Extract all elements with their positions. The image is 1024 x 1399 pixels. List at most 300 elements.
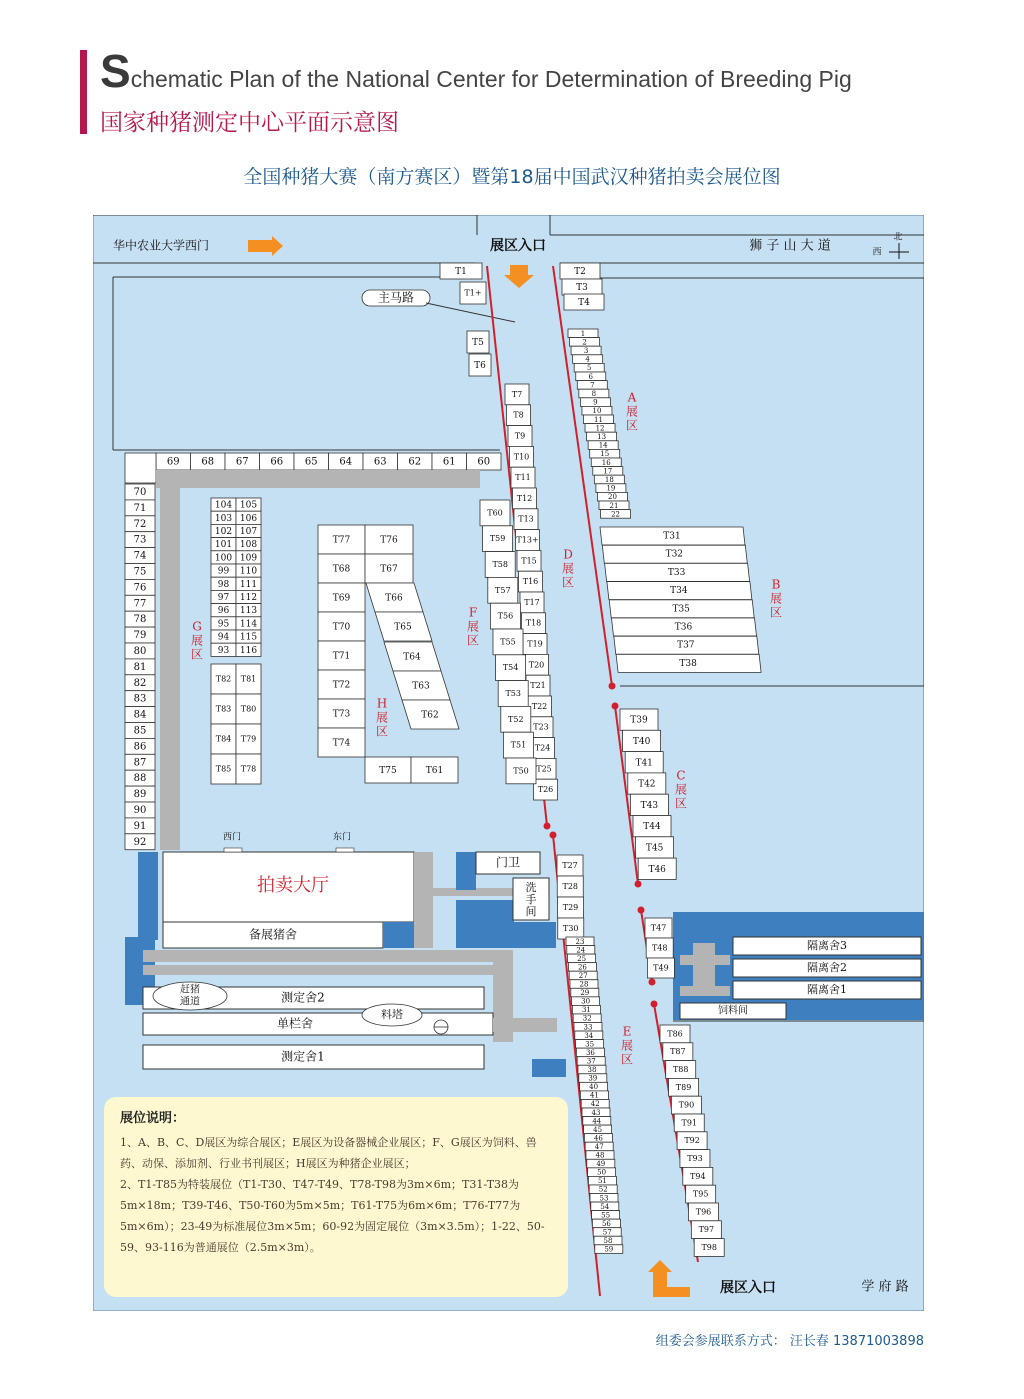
booth-zone-g-small-label: T85 — [215, 764, 232, 774]
booth-zone-e-num-label: 45 — [593, 1125, 603, 1134]
booth-zone-g-grid-label: 116 — [239, 645, 258, 656]
booth-zone-g-left-label: 76 — [133, 582, 147, 594]
booth-zone-d-label: T7 — [511, 389, 523, 399]
booth-zone-a-label: 10 — [592, 407, 602, 416]
booth-zone-g-grid-label: 112 — [239, 593, 258, 603]
booth-zone-g-grid-label: 113 — [239, 606, 258, 617]
booth-zone-e-num-label: 34 — [584, 1031, 594, 1040]
booth-zone-e-num-label: 48 — [595, 1151, 605, 1160]
booth-zone-g-top-label: 65 — [304, 456, 318, 468]
booth-zone-g-small-label: T81 — [240, 674, 257, 684]
title-english — [100, 45, 852, 97]
booth-zone-a-label: 18 — [604, 476, 614, 484]
title-english-initial: S — [100, 45, 131, 97]
header-accent-bar — [80, 50, 87, 134]
booth-legend — [104, 1097, 568, 1297]
booth-zone-h-bottom-label: T75 — [379, 766, 397, 776]
drive-passage-label: 通道 — [180, 996, 200, 1008]
booth-zone-d-label: T8 — [513, 410, 524, 420]
booth-zone-e-num-label: 24 — [576, 946, 586, 955]
zone-e-left-start — [550, 832, 557, 839]
booth-zone-e-right-top-label: T48 — [651, 943, 668, 953]
zone-h-label: H — [376, 696, 388, 711]
zone-g-label: 展 — [190, 633, 204, 648]
entrance-bottom-label: 展区入口 — [720, 1280, 776, 1296]
booth-zone-g-grid-label: 114 — [239, 619, 258, 630]
booth-zone-e-num-label: 43 — [591, 1108, 601, 1117]
drive-passage-label: 赶猪 — [180, 984, 200, 996]
gray-corridor — [143, 950, 513, 962]
booth-zone-c-label: T40 — [632, 736, 651, 747]
booth-zone-e-t-label: T30 — [562, 924, 579, 933]
gray-corridor — [143, 965, 513, 975]
booth-zone-g-grid-label: 102 — [214, 527, 233, 537]
booth-zone-g-grid-label: 99 — [217, 566, 230, 577]
g-walkway — [156, 470, 480, 488]
booth-zone-e-num-label: 57 — [602, 1228, 612, 1237]
booth-zone-g-grid-label: 94 — [217, 632, 230, 643]
booth-zone-f-label: T59 — [489, 534, 506, 544]
booth-zone-a-label: 20 — [607, 493, 617, 502]
gray-corridor — [693, 943, 715, 989]
booth-zone-g-left-label: 87 — [133, 757, 147, 769]
booth-zone-e-t-label: T29 — [562, 903, 579, 912]
booth-zone-e-num-label: 37 — [586, 1057, 596, 1066]
building-blue-block — [456, 922, 556, 948]
test-pen-2-label: 测定舍2 — [281, 990, 325, 1005]
booth-zone-e-num-label: 28 — [579, 980, 589, 989]
booth-zone-a-label: 6 — [588, 372, 593, 381]
zone-a-label: 区 — [625, 418, 639, 433]
booth-zone-e-right-top-label: T47 — [650, 923, 667, 933]
booth-zone-g-left-label: 90 — [133, 804, 147, 816]
booth-zone-f-label: T57 — [495, 585, 511, 595]
booth-zone-b-label: T35 — [672, 604, 690, 615]
booth-zone-e-right-label: T94 — [690, 1171, 706, 1181]
booth-zone-a-label: 5 — [586, 364, 592, 373]
booth-zone-f-label: T52 — [508, 714, 524, 724]
entrance-top-label: 展区入口 — [490, 238, 546, 254]
booth-zone-c-label: T39 — [630, 715, 648, 726]
zone-e-top-end — [649, 979, 656, 986]
booth-zone-g-small-label: T83 — [215, 704, 232, 714]
booth-zone-h-left-label: T73 — [332, 709, 351, 720]
booth-zone-e-right-label: T92 — [684, 1136, 700, 1146]
booth-zone-a-label: 22 — [611, 510, 621, 519]
booth-t2-label: T2 — [574, 267, 586, 277]
g-walkway-vertical — [160, 470, 180, 850]
booth-zone-g-left-label: 86 — [133, 741, 147, 753]
booth-t1-label: T1 — [455, 267, 467, 277]
feed-room-label: 饲料间 — [718, 1005, 748, 1017]
booth-zone-g-top-label: 62 — [408, 456, 422, 468]
legend-paragraph-2: 2、T1-T85为特装展位（T1-T30、T47-T49、T78-T98为3m×6m；T31-T38为5m×18m；T39-T46、T50-T60为5m×5m；T61-T75为6m×6m；T76-T77为5m×6m）；23-49为标准展位3m×5m；60-92为固定展位（3m×3.5m）；1-22、50-59、93-116为普通展位（2.5m×3m）。 — [120, 1178, 545, 1254]
main-road-label: 主马路 — [377, 290, 415, 305]
zone-f-label: 区 — [466, 633, 480, 648]
booth-zone-e-right-label: T98 — [701, 1243, 717, 1252]
booth-zone-g-small-label: T82 — [215, 674, 232, 684]
booth-zone-h-mid-label: T62 — [421, 710, 439, 721]
compass-north: 北 — [893, 232, 903, 243]
booth-zone-d-label: T22 — [531, 701, 548, 711]
booth-zone-e-num-label: 50 — [597, 1168, 607, 1177]
booth-zone-g-grid-label: 100 — [214, 553, 233, 564]
booth-zone-d-label: T25 — [536, 764, 552, 774]
booth-zone-e-num-label: 52 — [598, 1185, 608, 1194]
gray-corridor — [680, 955, 730, 965]
booth-zone-d-label: T15 — [521, 556, 537, 566]
booth-t1plus-label: T1+ — [464, 288, 482, 298]
booth-zone-a-label: 8 — [591, 390, 597, 398]
zone-d-label: D — [563, 547, 573, 562]
booth-zone-h-left-label: T74 — [332, 738, 351, 749]
compass-west: 西 — [872, 247, 882, 258]
booth-zone-c-label: T46 — [648, 864, 666, 875]
booth-zone-e-num-label: 33 — [583, 1023, 593, 1032]
booth-zone-h-mid-label: T64 — [403, 652, 421, 663]
booth-zone-a-label: 16 — [601, 458, 611, 467]
building-blue-strip — [138, 852, 158, 940]
zone-a-label: A — [627, 390, 637, 405]
booth-zone-g-left-label: 71 — [133, 502, 147, 514]
gray-corridor — [414, 852, 433, 948]
feed-tower-label: 料塔 — [381, 1008, 403, 1021]
booth-zone-g-top-label: 66 — [270, 456, 284, 468]
title-english-rest: chematic Plan of the National Center for Determination of Breeding Pig — [130, 66, 852, 92]
zone-e-label: 区 — [620, 1052, 634, 1067]
booth-zone-g-left-label: 79 — [133, 630, 147, 642]
booth-zone-g-grid-label: 107 — [239, 527, 258, 537]
booth-zone-e-num-label: 31 — [581, 1006, 591, 1015]
booth-zone-h-mid-label: T76 — [380, 535, 398, 546]
contact-footer: 组委会参展联系方式： 汪长春 13871003898 — [655, 1334, 924, 1349]
booth-zone-a-label: 21 — [609, 501, 619, 510]
isolation-2-label: 隔离舍2 — [807, 961, 847, 974]
title-chinese: 国家种猪测定中心平面示意图 — [100, 110, 399, 136]
booth-zone-g-grid-label: 105 — [239, 500, 258, 511]
booth-zone-e-num-label: 55 — [601, 1211, 611, 1220]
booth-zone-g-small-label: T79 — [240, 734, 257, 744]
booth-t3-label: T3 — [576, 283, 588, 293]
building-blue-block — [532, 1059, 566, 1077]
east-door-label: 东门 — [332, 832, 352, 843]
booth-zone-a-label: 4 — [585, 355, 590, 364]
booth-zone-f-label: T60 — [487, 508, 503, 518]
booth-zone-g-left-label: 77 — [133, 598, 147, 610]
booth-zone-g-left-label: 88 — [133, 773, 147, 785]
booth-zone-a-label: 19 — [606, 484, 616, 493]
booth-zone-e-num-label: 49 — [596, 1160, 606, 1169]
booth-t6-label: T6 — [474, 361, 486, 371]
booth-zone-e-right-label: T96 — [695, 1207, 712, 1217]
booth-zone-g-grid-label: 101 — [214, 540, 233, 551]
zone-c-label: 区 — [674, 796, 688, 811]
booth-zone-d-label: T9 — [514, 431, 526, 441]
booth-zone-e-num-label: 32 — [582, 1014, 592, 1023]
booth-zone-d-label: T21 — [530, 681, 546, 691]
booth-zone-d-label: T11 — [515, 473, 531, 483]
zone-h-label: 展 — [375, 710, 389, 725]
booth-zone-g-grid-label: 115 — [239, 632, 258, 643]
booth-zone-e-num-label: 58 — [603, 1237, 613, 1246]
booth-zone-g-top-label: 67 — [235, 456, 249, 468]
booth-zone-g-grid-label: 96 — [217, 606, 230, 617]
zone-g-label: 区 — [190, 647, 204, 662]
zone-d-label: 展 — [561, 561, 575, 576]
booth-zone-g-grid-label: 95 — [217, 619, 230, 630]
booth-zone-d-label: T18 — [525, 618, 542, 628]
booth-zone-a-label: 3 — [583, 347, 589, 355]
booth-zone-e-num-label: 51 — [597, 1177, 607, 1186]
gray-corridor — [680, 986, 730, 996]
booth-zone-a-label: 1 — [580, 329, 586, 338]
zone-e-start — [651, 1001, 658, 1008]
booth-zone-f-label: T50 — [513, 766, 529, 776]
booth-zone-d-label: T13 — [518, 514, 534, 524]
booth-zone-e-num-label: 38 — [587, 1066, 597, 1075]
booth-zone-d-label: T23 — [533, 722, 549, 732]
booth-zone-d-label: T16 — [522, 577, 539, 587]
booth-zone-e-right-label: T95 — [692, 1189, 709, 1199]
booth-zone-f-label: T54 — [502, 663, 519, 673]
booth-zone-g-grid-label: 108 — [239, 540, 258, 551]
zone-h-label: 区 — [375, 724, 389, 739]
zone-d-label: 区 — [561, 575, 575, 590]
booth-zone-d-label: T24 — [534, 743, 551, 753]
booth-zone-h-mid-label: T66 — [385, 593, 403, 604]
zone-e-label: E — [622, 1024, 632, 1039]
xuefu-road-label: 学 府 路 — [861, 1279, 909, 1295]
washroom-label: 手 — [525, 893, 537, 906]
booth-zone-d-label: T10 — [513, 452, 530, 462]
zone-c-end — [635, 881, 642, 888]
single-pen-label: 单栏舍 — [276, 1016, 314, 1031]
booth-zone-g-left-label: 82 — [133, 677, 147, 689]
auction-hall-label: 拍卖大厅 — [257, 875, 329, 896]
booth-zone-e-right-label: T86 — [667, 1029, 683, 1039]
booth-zone-b-label: T34 — [670, 586, 688, 597]
isolation-3-label: 隔离舍3 — [807, 939, 847, 952]
booth-zone-g-left-label: 75 — [133, 566, 147, 578]
booth-zone-c-label: T45 — [645, 843, 664, 854]
booth-zone-c-label: T41 — [635, 758, 653, 769]
booth-zone-g-left-label: 78 — [133, 614, 147, 626]
guard-label: 门卫 — [495, 855, 521, 870]
booth-zone-g-small-label: T78 — [240, 764, 257, 774]
booth-zone-g-top-label: 60 — [477, 456, 491, 468]
booth-zone-d-label: T17 — [524, 597, 540, 607]
booth-zone-d-label: T13+ — [516, 535, 539, 545]
booth-zone-g-grid-label: 98 — [217, 579, 230, 590]
booth-zone-f-label: T55 — [500, 637, 516, 647]
isolation-block-blue — [673, 912, 924, 940]
booth-zone-c-label: T43 — [640, 800, 659, 811]
booth-zone-e-num-label: 26 — [577, 963, 587, 972]
booth-zone-d-label: T20 — [528, 660, 545, 670]
booth-zone-e-num-label: 42 — [590, 1100, 600, 1109]
booth-zone-h-left-label: T77 — [332, 535, 351, 546]
booth-zone-g-left-label: 70 — [133, 486, 147, 498]
booth-zone-g-grid-label: 111 — [239, 579, 258, 590]
booth-zone-e-num-label: 47 — [594, 1142, 604, 1151]
booth-zone-g-small-label: T80 — [240, 704, 257, 714]
test-pen-1-label: 测定舍1 — [281, 1049, 325, 1064]
zone-c-label: 展 — [674, 782, 688, 797]
booth-zone-b-label: T33 — [667, 567, 686, 578]
booth-zone-g-left-label: 80 — [133, 645, 147, 657]
booth-zone-b-label: T38 — [679, 658, 697, 669]
zone-f-label: 展 — [466, 619, 480, 634]
booth-zone-e-num-label: 40 — [589, 1083, 599, 1092]
booth-zone-e-num-label: 44 — [592, 1117, 602, 1126]
booth-zone-d-label: T26 — [537, 785, 554, 795]
booth-zone-e-right-label: T87 — [670, 1047, 686, 1057]
booth-zone-c-label: T44 — [643, 822, 661, 833]
booth-zone-h-bottom-label: T61 — [425, 766, 444, 776]
booth-zone-e-num-label: 36 — [585, 1048, 595, 1057]
booth-zone-f-label: T58 — [492, 560, 508, 569]
booth-zone-f-label: T56 — [497, 611, 514, 621]
washroom-label: 洗 — [525, 881, 537, 894]
booth-zone-b-label: T36 — [674, 622, 693, 633]
booth-zone-a-label: 13 — [597, 433, 607, 441]
booth-zone-g-top-label: 69 — [166, 456, 180, 468]
booth-zone-e-num-label: 39 — [588, 1074, 598, 1083]
booth-zone-a-label: 9 — [593, 398, 598, 407]
booth-zone-b-label: T31 — [663, 531, 681, 542]
east-door-mark — [336, 848, 354, 852]
zone-f-label: F — [468, 605, 478, 620]
booth-zone-e-right-label: T93 — [687, 1154, 703, 1163]
booth-zone-h-left-label: T72 — [332, 680, 351, 691]
booth-zone-g-small-label: T84 — [215, 734, 232, 744]
zone-d-end — [544, 823, 551, 830]
booth-zone-e-num-label: 46 — [593, 1134, 603, 1143]
booth-zone-g-top-label: 63 — [373, 456, 387, 468]
booth-zone-g-left-label: 72 — [133, 518, 147, 530]
booth-zone-g-left-label: 84 — [133, 709, 147, 721]
building-blue-block — [456, 852, 476, 890]
booth-zone-e-t-label: T27 — [562, 861, 578, 870]
booth-zone-a-label: 15 — [600, 450, 610, 459]
booth-zone-g-left-label: 81 — [133, 661, 147, 673]
zone-c-label: C — [676, 768, 686, 783]
booth-zone-e-num-label: 29 — [580, 989, 590, 998]
booth-zone-h-mid-label: T65 — [394, 622, 412, 633]
booth-zone-g-left-label: 91 — [133, 820, 147, 832]
booth-zone-g-grid-label: 104 — [214, 500, 233, 511]
booth-zone-g-grid-label: 106 — [239, 513, 258, 524]
booth-zone-g-grid-label: 109 — [239, 553, 258, 564]
zone-g-label: G — [192, 619, 202, 634]
booth-zone-e-right-top-label: T49 — [653, 963, 669, 973]
zone-e-label: 展 — [620, 1038, 634, 1053]
booth-zone-g-left-label: 73 — [133, 534, 147, 546]
holding-pen-label: 备展猪舍 — [248, 927, 298, 942]
booth-t4-label: T4 — [578, 298, 590, 308]
booth-zone-e-num-label: 59 — [604, 1245, 614, 1254]
zone-a-label: 展 — [625, 404, 639, 419]
zone-b-label: B — [771, 577, 781, 592]
g-corner — [125, 453, 156, 483]
booth-zone-a-label: 11 — [594, 415, 603, 424]
booth-zone-d-label: T12 — [516, 493, 533, 503]
booth-zone-e-right-label: T91 — [681, 1118, 698, 1128]
legend-title: 展位说明： — [120, 1111, 186, 1126]
booth-zone-g-grid-label: 110 — [239, 566, 258, 577]
booth-zone-a-label: 17 — [603, 467, 613, 476]
building-blue-block — [456, 900, 514, 922]
booth-zone-g-grid-label: 97 — [217, 593, 230, 603]
booth-zone-b-label: T37 — [677, 640, 695, 651]
isolation-1-label: 隔离舍1 — [807, 983, 847, 996]
booth-zone-g-top-label: 61 — [442, 456, 456, 468]
booth-zone-g-left-label: 89 — [133, 789, 147, 801]
booth-zone-e-right-label: T89 — [675, 1082, 692, 1092]
booth-zone-e-t-label: T28 — [562, 882, 579, 891]
booth-zone-h-left-label: T70 — [332, 622, 351, 633]
booth-zone-e-num-label: 54 — [600, 1202, 610, 1211]
washroom-label: 间 — [525, 905, 537, 918]
booth-zone-g-left-label: 74 — [133, 550, 147, 562]
booth-zone-f-label: T53 — [505, 689, 521, 698]
booth-zone-e-num-label: 25 — [577, 954, 587, 963]
booth-t5-label: T5 — [472, 338, 484, 348]
booth-zone-g-left-label: 83 — [133, 693, 147, 705]
booth-zone-g-grid-label: 103 — [214, 513, 233, 524]
zone-b-label: 展 — [769, 591, 783, 606]
booth-zone-e-right-label: T90 — [678, 1100, 695, 1110]
shizishan-road-label: 狮 子 山 大 道 — [749, 238, 831, 254]
booth-zone-h-left-label: T71 — [332, 651, 351, 662]
booth-zone-e-right-label: T97 — [698, 1225, 715, 1235]
west-door-label: 西门 — [222, 832, 242, 843]
booth-zone-h-left-label: T69 — [332, 593, 351, 604]
booth-zone-g-grid-label: 93 — [217, 645, 230, 656]
booth-zone-f-label: T51 — [510, 740, 527, 750]
zone-b-label: 区 — [769, 605, 783, 620]
booth-zone-a-label: 2 — [582, 338, 587, 347]
booth-zone-g-left-label: 85 — [133, 725, 147, 737]
booth-zone-e-num-label: 23 — [575, 937, 585, 946]
holding-pen-blue — [383, 922, 414, 948]
booth-zone-a-label: 7 — [590, 381, 595, 390]
west-door-mark — [224, 848, 242, 852]
legend-paragraph-1: 1、A、B、C、D展区为综合展区；E展区为设备器械企业展区；F、G展区为饲料、兽药、动保、添加剂、行业书刊展区；H展区为种猪企业展区； — [120, 1136, 537, 1170]
booth-zone-h-mid-label: T63 — [412, 681, 430, 692]
zone-a-end — [609, 683, 616, 690]
booth-zone-e-num-label: 30 — [581, 997, 591, 1006]
west-gate-label: 华中农业大学西门 — [113, 238, 210, 253]
booth-zone-b-label: T32 — [665, 549, 684, 560]
booth-zone-g-left-label: 92 — [133, 836, 147, 848]
booth-zone-e-num-label: 35 — [585, 1040, 595, 1049]
booth-zone-a-label: 12 — [595, 424, 605, 433]
booth-zone-h-mid-label: T67 — [380, 564, 398, 575]
booth-zone-h-left-label: T68 — [332, 564, 351, 575]
booth-zone-g-top-label: 64 — [339, 456, 353, 468]
booth-zone-g-top-label: 68 — [201, 456, 215, 468]
booth-zone-a-label: 14 — [598, 441, 608, 450]
booth-zone-d-label: T19 — [527, 639, 543, 649]
booth-zone-e-right-label: T88 — [672, 1065, 689, 1074]
zone-e-top-start — [638, 907, 645, 914]
gray-corridor — [493, 1018, 557, 1032]
zone-c-start — [612, 703, 619, 710]
booth-zone-e-num-label: 41 — [589, 1091, 599, 1100]
booth-zone-c-label: T42 — [638, 779, 656, 790]
booth-zone-e-num-label: 53 — [599, 1194, 609, 1203]
